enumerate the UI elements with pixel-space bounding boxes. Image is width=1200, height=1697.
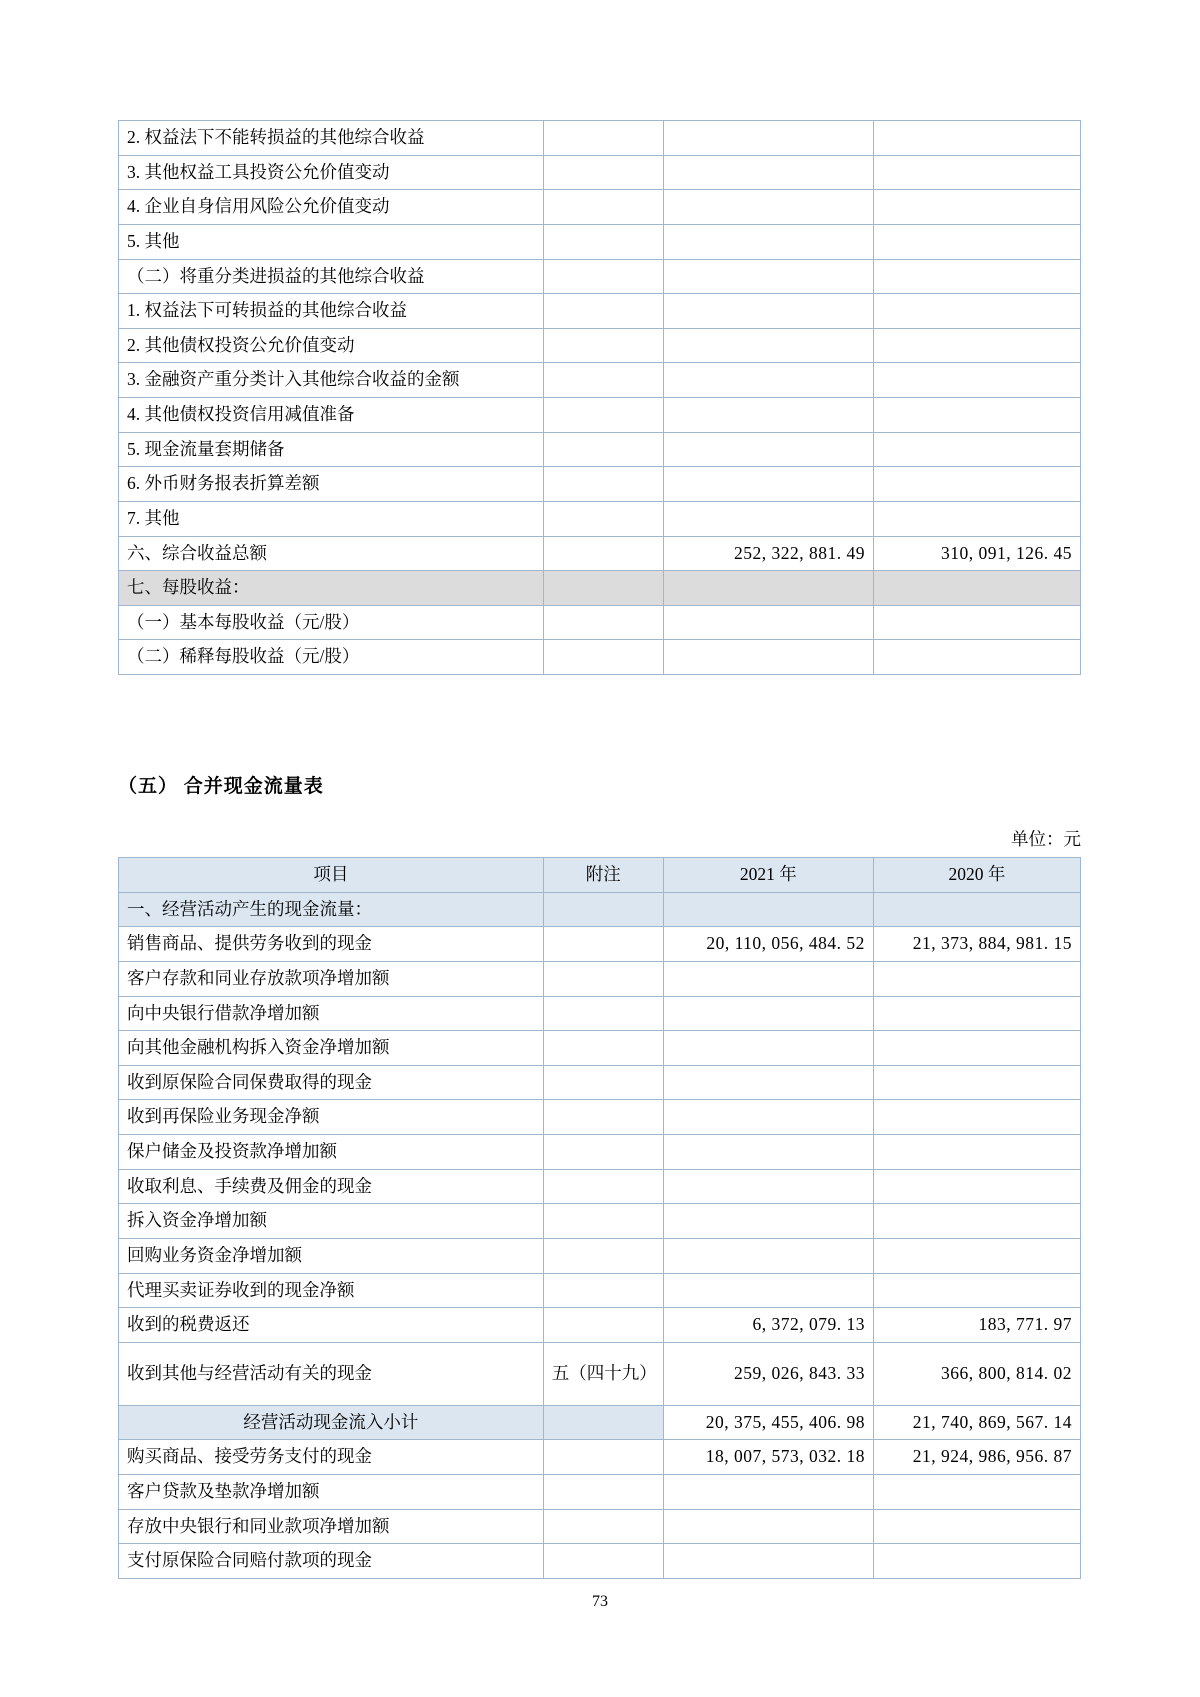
- heading-spacer: [118, 798, 1090, 826]
- row-value-2021: [663, 224, 873, 259]
- row-note: [543, 536, 663, 571]
- row-value-2020: [873, 1544, 1080, 1579]
- row-note: [543, 1544, 663, 1579]
- row-item-label: 支付原保险合同赔付款项的现金: [119, 1544, 544, 1579]
- table-row: [119, 1065, 1081, 1100]
- row-value-2021: 18, 007, 573, 032. 18: [663, 1440, 873, 1475]
- row-value-2020: [873, 1204, 1080, 1239]
- table-row: [119, 996, 1081, 1031]
- row-value-2020: [873, 1238, 1080, 1273]
- row-value-2021: [663, 259, 873, 294]
- row-value-2021: [663, 961, 873, 996]
- row-note: [543, 155, 663, 190]
- table-row: [119, 121, 1081, 156]
- table-row: [119, 1204, 1081, 1239]
- row-note: [543, 398, 663, 433]
- row-note: [543, 1065, 663, 1100]
- table-row: [119, 328, 1081, 363]
- row-value-2020: [873, 640, 1080, 675]
- row-note: [543, 294, 663, 329]
- row-note: [543, 1509, 663, 1544]
- row-item-label: 收到原保险合同保费取得的现金: [119, 1065, 544, 1100]
- row-value-2020: [873, 1135, 1080, 1170]
- row-item-label: 6. 外币财务报表折算差额: [119, 467, 544, 502]
- row-item-label: 收取利息、手续费及佣金的现金: [119, 1169, 544, 1204]
- row-note: [543, 1273, 663, 1308]
- row-item-label: （二）稀释每股收益（元/股）: [119, 640, 544, 675]
- table-row: [119, 155, 1081, 190]
- table-row: [119, 927, 1081, 962]
- table-row: [119, 571, 1081, 606]
- column-header-note: 附注: [543, 858, 663, 893]
- row-value-2021: [663, 398, 873, 433]
- row-value-2020: [873, 155, 1080, 190]
- row-value-2020: 21, 373, 884, 981. 15: [873, 927, 1080, 962]
- row-item-label: （二）将重分类进损益的其他综合收益: [119, 259, 544, 294]
- row-value-2020: [873, 432, 1080, 467]
- row-value-2021: 259, 026, 843. 33: [663, 1342, 873, 1405]
- row-value-2020: 183, 771. 97: [873, 1308, 1080, 1343]
- row-value-2020: [873, 1065, 1080, 1100]
- row-note: [543, 571, 663, 606]
- table-row: [119, 640, 1081, 675]
- row-item-label: 保户储金及投资款净增加额: [119, 1135, 544, 1170]
- table-row: [119, 398, 1081, 433]
- row-value-2020: [873, 328, 1080, 363]
- row-value-2020: [873, 467, 1080, 502]
- cash-flow-table: [118, 857, 1081, 1579]
- row-value-2021: [663, 155, 873, 190]
- comprehensive-income-table: [118, 120, 1081, 675]
- row-note: [543, 121, 663, 156]
- row-note: [543, 605, 663, 640]
- row-value-2021: [663, 190, 873, 225]
- row-item-label: 拆入资金净增加额: [119, 1204, 544, 1239]
- row-item-label: 收到其他与经营活动有关的现金: [119, 1342, 544, 1405]
- table-row: [119, 294, 1081, 329]
- column-header-item: 项目: [119, 858, 544, 893]
- table-row: [119, 1169, 1081, 1204]
- row-value-2020: [873, 1169, 1080, 1204]
- row-value-2021: [663, 1238, 873, 1273]
- row-note: [543, 432, 663, 467]
- row-item-label: 购买商品、接受劳务支付的现金: [119, 1440, 544, 1475]
- row-value-2020: 310, 091, 126. 45: [873, 536, 1080, 571]
- row-item-label: 7. 其他: [119, 501, 544, 536]
- table-row: [119, 501, 1081, 536]
- row-value-2020: [873, 294, 1080, 329]
- column-header-year-2021: 2021 年: [663, 858, 873, 893]
- table-row: [119, 536, 1081, 571]
- row-value-2020: [873, 1509, 1080, 1544]
- row-value-2020: [873, 363, 1080, 398]
- row-item-label: （一）基本每股收益（元/股）: [119, 605, 544, 640]
- row-note: [543, 1031, 663, 1066]
- table-row: [119, 892, 1081, 927]
- table-row: [119, 1342, 1081, 1405]
- row-item-label: 六、综合收益总额: [119, 536, 544, 571]
- row-note: [543, 501, 663, 536]
- row-value-2021: [663, 501, 873, 536]
- row-value-2021: [663, 605, 873, 640]
- row-value-2021: [663, 892, 873, 927]
- row-note: [543, 1405, 663, 1440]
- row-value-2021: [663, 1100, 873, 1135]
- row-note: [543, 224, 663, 259]
- row-note: [543, 892, 663, 927]
- table-row: [119, 1440, 1081, 1475]
- column-header-year-2020: 2020 年: [873, 858, 1080, 893]
- row-item-label: 向中央银行借款净增加额: [119, 996, 544, 1031]
- table-row: [119, 224, 1081, 259]
- row-value-2021: 20, 110, 056, 484. 52: [663, 927, 873, 962]
- row-item-label: 代理买卖证券收到的现金净额: [119, 1273, 544, 1308]
- row-value-2021: [663, 640, 873, 675]
- row-item-label: 客户存款和同业存放款项净增加额: [119, 961, 544, 996]
- row-note: [543, 1204, 663, 1239]
- row-value-2021: [663, 996, 873, 1031]
- row-note: [543, 1135, 663, 1170]
- row-value-2020: [873, 1100, 1080, 1135]
- table-row: [119, 259, 1081, 294]
- row-value-2020: [873, 1475, 1080, 1510]
- row-item-label: 收到再保险业务现金净额: [119, 1100, 544, 1135]
- row-item-label: 5. 现金流量套期储备: [119, 432, 544, 467]
- row-value-2021: [663, 571, 873, 606]
- row-value-2021: 252, 322, 881. 49: [663, 536, 873, 571]
- table-row: [119, 1238, 1081, 1273]
- row-value-2020: [873, 121, 1080, 156]
- row-value-2020: [873, 398, 1080, 433]
- table-header-row: [119, 858, 1081, 893]
- row-value-2021: 6, 372, 079. 13: [663, 1308, 873, 1343]
- row-item-label: 3. 金融资产重分类计入其他综合收益的金额: [119, 363, 544, 398]
- row-value-2021: [663, 1273, 873, 1308]
- row-item-label: 收到的税费返还: [119, 1308, 544, 1343]
- row-value-2020: [873, 501, 1080, 536]
- row-value-2021: [663, 328, 873, 363]
- row-value-2021: [663, 1204, 873, 1239]
- table-row: [119, 961, 1081, 996]
- row-value-2021: [663, 467, 873, 502]
- row-item-label: 2. 其他债权投资公允价值变动: [119, 328, 544, 363]
- row-note: [543, 996, 663, 1031]
- row-item-label: 七、每股收益：: [119, 571, 544, 606]
- table-row: [119, 363, 1081, 398]
- row-value-2020: [873, 1273, 1080, 1308]
- row-item-label: 2. 权益法下不能转损益的其他综合收益: [119, 121, 544, 156]
- row-value-2021: 20, 375, 455, 406. 98: [663, 1405, 873, 1440]
- section-spacer: [118, 675, 1090, 771]
- row-note: [543, 961, 663, 996]
- row-value-2020: [873, 892, 1080, 927]
- row-value-2020: [873, 190, 1080, 225]
- row-value-2020: [873, 605, 1080, 640]
- section-heading: （五） 合并现金流量表: [118, 776, 324, 797]
- row-value-2020: [873, 571, 1080, 606]
- row-value-2020: [873, 259, 1080, 294]
- row-note: [543, 190, 663, 225]
- table-row: [119, 1544, 1081, 1579]
- row-value-2020: [873, 224, 1080, 259]
- row-item-label: 回购业务资金净增加额: [119, 1238, 544, 1273]
- table-row: [119, 1405, 1081, 1440]
- table-row: [119, 190, 1081, 225]
- table-row: [119, 432, 1081, 467]
- row-value-2020: 366, 800, 814. 02: [873, 1342, 1080, 1405]
- table-row: [119, 1100, 1081, 1135]
- row-item-label: 5. 其他: [119, 224, 544, 259]
- table-row: [119, 605, 1081, 640]
- table-row: [119, 1475, 1081, 1510]
- row-item-label: 3. 其他权益工具投资公允价值变动: [119, 155, 544, 190]
- table-row: [119, 1031, 1081, 1066]
- row-value-2020: [873, 1031, 1080, 1066]
- row-item-label: 销售商品、提供劳务收到的现金: [119, 927, 544, 962]
- row-value-2021: [663, 294, 873, 329]
- table-row: [119, 1308, 1081, 1343]
- row-value-2020: [873, 961, 1080, 996]
- row-value-2021: [663, 432, 873, 467]
- row-note: [543, 1475, 663, 1510]
- row-note: [543, 1100, 663, 1135]
- row-item-label: 经营活动现金流入小计: [119, 1405, 544, 1440]
- row-note: [543, 640, 663, 675]
- row-note: [543, 927, 663, 962]
- row-item-label: 4. 企业自身信用风险公允价值变动: [119, 190, 544, 225]
- row-value-2021: [663, 1031, 873, 1066]
- row-note: [543, 1440, 663, 1475]
- row-item-label: 一、经营活动产生的现金流量：: [119, 892, 544, 927]
- row-value-2021: [663, 1135, 873, 1170]
- row-value-2020: 21, 740, 869, 567. 14: [873, 1405, 1080, 1440]
- row-item-label: 4. 其他债权投资信用减值准备: [119, 398, 544, 433]
- row-note: [543, 1238, 663, 1273]
- row-note: 五（四十九）: [543, 1342, 663, 1405]
- row-note: [543, 467, 663, 502]
- row-item-label: 存放中央银行和同业款项净增加额: [119, 1509, 544, 1544]
- table-row: [119, 1273, 1081, 1308]
- row-value-2021: [663, 121, 873, 156]
- row-note: [543, 363, 663, 398]
- row-value-2021: [663, 1544, 873, 1579]
- row-value-2021: [663, 1475, 873, 1510]
- table-row: [119, 1135, 1081, 1170]
- table-row: [119, 467, 1081, 502]
- row-note: [543, 1308, 663, 1343]
- row-value-2020: 21, 924, 986, 956. 87: [873, 1440, 1080, 1475]
- row-value-2021: [663, 1509, 873, 1544]
- unit-label: 单位：元: [1011, 829, 1081, 849]
- row-value-2021: [663, 1065, 873, 1100]
- table-row: [119, 1509, 1081, 1544]
- row-note: [543, 259, 663, 294]
- page-number: 73: [592, 1593, 608, 1610]
- row-value-2020: [873, 996, 1080, 1031]
- row-value-2021: [663, 1169, 873, 1204]
- row-note: [543, 328, 663, 363]
- row-item-label: 1. 权益法下可转损益的其他综合收益: [119, 294, 544, 329]
- row-item-label: 客户贷款及垫款净增加额: [119, 1475, 544, 1510]
- row-value-2021: [663, 363, 873, 398]
- row-note: [543, 1169, 663, 1204]
- row-item-label: 向其他金融机构拆入资金净增加额: [119, 1031, 544, 1066]
